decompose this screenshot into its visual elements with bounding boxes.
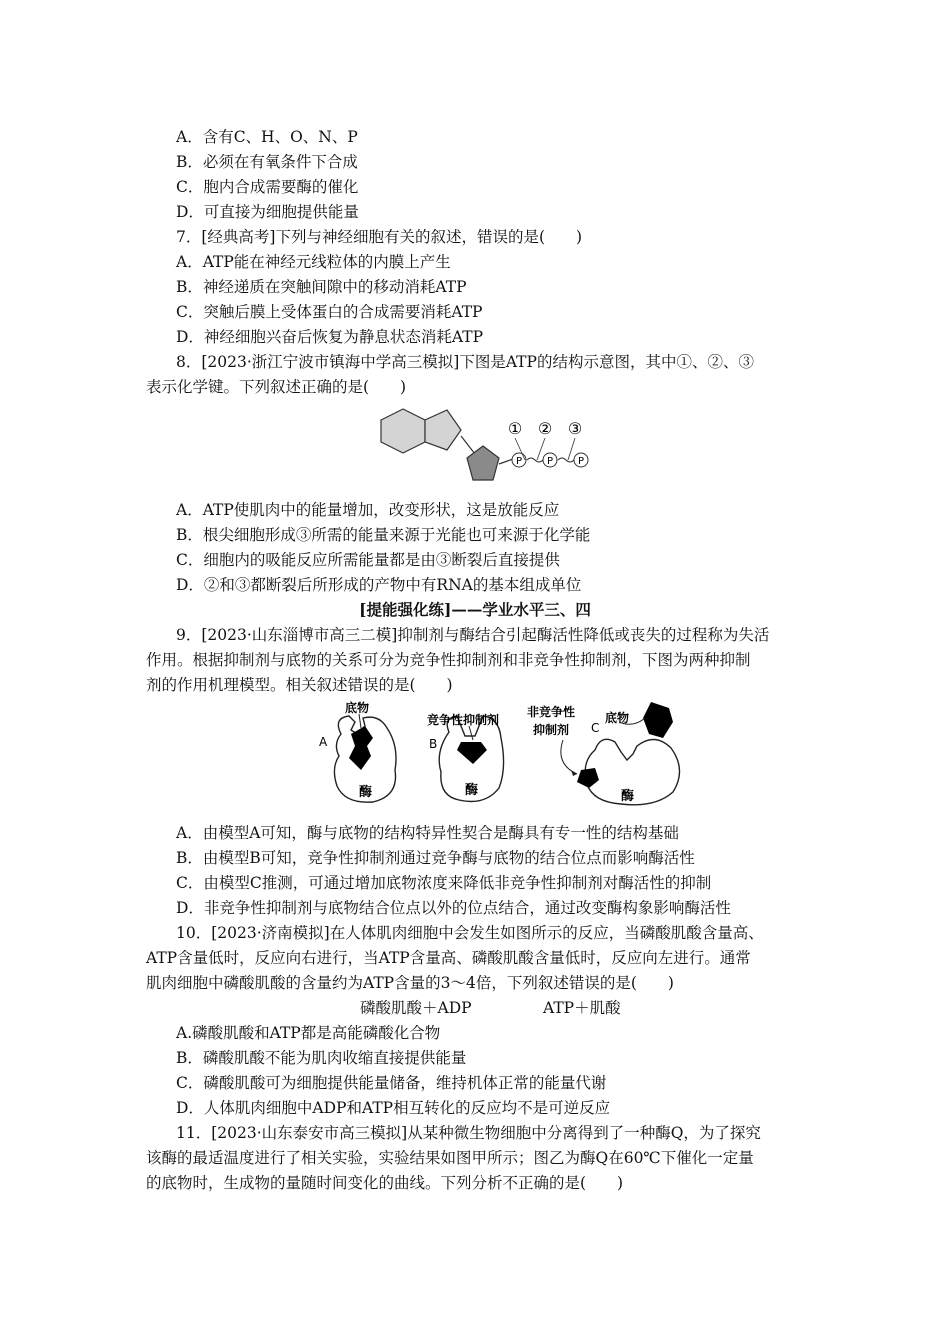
equation-right: ATP＋肌酸 [543, 999, 621, 1017]
equation-left: 磷酸肌酸＋ADP [360, 999, 472, 1017]
q9-stem-line1: 9．[2023·山东淄博市高三二模]抑制剂与酶结合引起酶活性降低或丧失的过程称为失活 [176, 626, 770, 644]
q10-option-d: D．人体肌肉细胞中ADP和ATP相互转化的反应均不是可逆反应 [176, 1099, 611, 1117]
q8-stem-line1: 8．[2023·浙江宁波市镇海中学高三模拟]下图是ATP的结构示意图，其中①、②、③ [176, 353, 754, 371]
q7-option-d: D．神经细胞兴奋后恢复为静息状态消耗ATP [176, 328, 484, 346]
atp-structure-figure [375, 402, 605, 492]
q8-option-c: C．细胞内的吸能反应所需能量都是由③断裂后直接提供 [176, 551, 560, 569]
q8-option-a: A．ATP使肌肉中的能量增加，改变形状，这是放能反应 [176, 501, 560, 519]
ribose-pentagon [467, 446, 499, 480]
q11-stem-line2: 该酶的最适温度进行了相关实验，实验结果如图甲所示；图乙为酶Q在60℃下催化一定量 [146, 1149, 754, 1167]
q7-option-c: C．突触后膜上受体蛋白的合成需要消耗ATP [176, 303, 483, 321]
q11-stem-line1: 11．[2023·山东泰安市高三模拟]从某种微生物细胞中分离得到了一种酶Q，为了探究 [176, 1124, 761, 1142]
q9-option-a: A．由模型A可知，酶与底物的结构特异性契合是酶具有专一性的结构基础 [176, 824, 679, 842]
q10-option-b: B．磷酸肌酸不能为肌肉收缩直接提供能量 [176, 1049, 467, 1067]
bond-label-2: ② [537, 419, 553, 438]
svg-text:酶: 酶 [621, 789, 635, 804]
q9-option-d: D．非竞争性抑制剂与底物结合位点以外的位点结合，通过改变酶构象影响酶活性 [176, 899, 731, 917]
svg-text:P: P [515, 456, 523, 467]
svg-text:P: P [577, 456, 585, 467]
svg-text:抑制剂: 抑制剂 [533, 723, 570, 737]
svg-text:底物: 底物 [345, 701, 370, 715]
q6-option-c: C．胞内合成需要酶的催化 [176, 178, 359, 196]
svg-text:底物: 底物 [605, 711, 630, 725]
q9-stem-line3: 剂的作用机理模型。相关叙述错误的是( ) [146, 676, 453, 694]
q9-stem-line2: 作用。根据抑制剂与底物的关系可分为竞争性抑制剂和非竞争性抑制剂，下图为两种抑制 [146, 651, 751, 669]
q11-stem-line3: 的底物时，生成物的量随时间变化的曲线。下列分析不正确的是( ) [146, 1174, 624, 1192]
q7-option-b: B．神经递质在突触间隙中的移动消耗ATP [176, 278, 467, 296]
svg-text:P: P [546, 456, 554, 467]
q10-option-a: A.磷酸肌酸和ATP都是高能磷酸化合物 [176, 1024, 441, 1042]
q7-option-a: A．ATP能在神经元线粒体的内膜上产生 [176, 253, 451, 271]
substrate-c [643, 702, 673, 738]
q9-option-b: B．由模型B可知，竞争性抑制剂通过竞争酶与底物的结合位点而影响酶活性 [176, 849, 695, 867]
q10-stem-line3: 肌肉细胞中磷酸肌酸的含量约为ATP含量的3～4倍，下列叙述错误的是( ) [146, 974, 674, 992]
q6-option-d: D．可直接为细胞提供能量 [176, 203, 359, 221]
svg-text:竞争性抑制剂: 竞争性抑制剂 [427, 713, 500, 727]
model-c-label: C [591, 721, 600, 735]
adenine-pentagon [425, 410, 461, 450]
q10-option-c: C．磷酸肌酸可为细胞提供能量储备，维持机体正常的能量代谢 [176, 1074, 607, 1092]
bond-label-3: ③ [567, 419, 583, 438]
q7-stem: 7．[经典高考]下列与神经细胞有关的叙述，错误的是( ) [176, 228, 583, 246]
bond-label-1: ① [507, 419, 523, 438]
q9-option-c: C．由模型C推测，可通过增加底物浓度来降低非竞争性抑制剂对酶活性的抑制 [176, 874, 712, 892]
section-title: [提能强化练]——学业水平三、四 [359, 600, 591, 619]
q6-option-a: A．含有C、H、O、N、P [176, 128, 358, 146]
inhibitor-model-figure [315, 698, 685, 810]
q10-stem-line1: 10．[2023·济南模拟]在人体肌肉细胞中会发生如图所示的反应，当磷酸肌酸含量高、 [176, 924, 764, 942]
svg-text:酶: 酶 [359, 785, 373, 800]
model-b-label: B [429, 737, 438, 751]
q10-stem-line2: ATP含量低时，反应向右进行，当ATP含量高、磷酸肌酸含量低时，反应向左进行。通常 [146, 949, 751, 967]
q8-stem-line2: 表示化学键。下列叙述正确的是( ) [146, 378, 407, 396]
q8-option-b: B．根尖细胞形成③所需的能量来源于光能也可来源于化学能 [176, 526, 591, 544]
q8-option-d: D．②和③都断裂后所形成的产物中有RNA的基本组成单位 [176, 576, 582, 594]
svg-text:非竞争性: 非竞争性 [527, 705, 576, 719]
q6-option-b: B．必须在有氧条件下合成 [176, 153, 358, 171]
model-a-label: A [319, 735, 328, 749]
svg-text:酶: 酶 [465, 783, 479, 798]
adenine-hexagon [381, 409, 425, 453]
